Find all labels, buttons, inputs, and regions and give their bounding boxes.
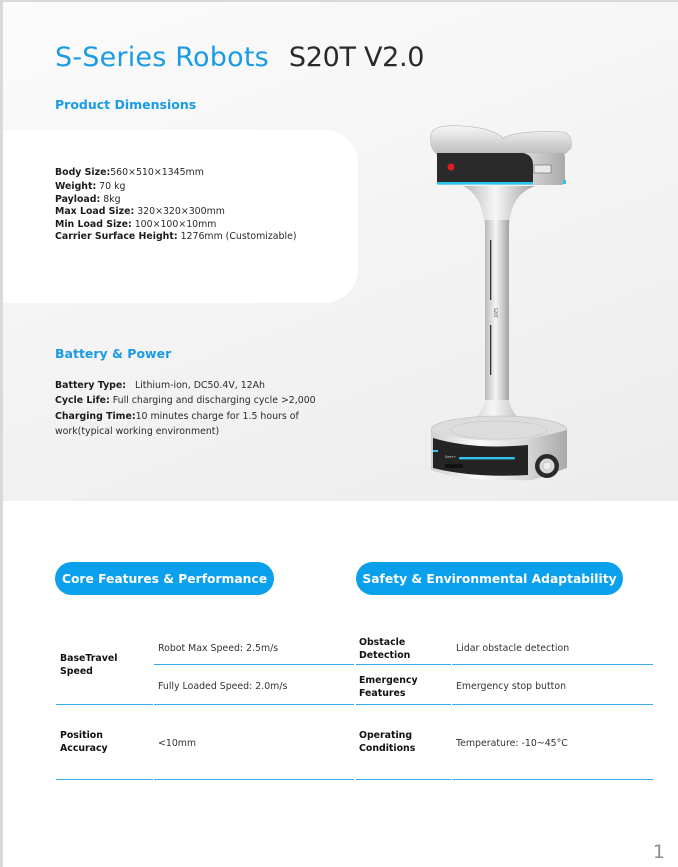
base-led-strip [459, 457, 515, 459]
dim-min-load: Min Load Size: 100×100×10mm [55, 218, 217, 230]
page-number: 1 [652, 841, 665, 863]
table-rule [56, 704, 153, 705]
dimensions-list [55, 167, 297, 243]
table-rule [154, 704, 354, 705]
fully-loaded-speed-value: Fully Loaded Speed: 2.0m/s [158, 680, 288, 692]
dim-body-size: Body Size:560×510×1345mm [55, 167, 204, 178]
table-rule [452, 779, 653, 780]
table-rule [356, 779, 451, 780]
table-rule [452, 664, 653, 665]
model-title: S20T V2.0 [288, 42, 425, 73]
battery-type: Battery Type: Lithium-ion, DC50.4V, 12Ah [55, 380, 266, 391]
table-rule [154, 664, 354, 665]
charging-time: Charging Time:10 minutes charge for 1.5 hours of work(typical working environment) [55, 410, 299, 437]
obstacle-detection-value: Lidar obstacle detection [456, 642, 570, 654]
table-rule [356, 664, 451, 665]
emergency-features-key: Emergency Features [359, 675, 418, 699]
core-features-pill: Core Features & Performance [55, 562, 274, 595]
dim-weight: Weight: 70 kg [55, 181, 126, 193]
product-dimensions-heading: Product Dimensions [55, 97, 197, 112]
emergency-features-value: Emergency stop button [456, 680, 567, 692]
head-led-strip [437, 182, 533, 185]
series-title: S-Series Robots [55, 42, 269, 73]
obstacle-detection-key: Obstacle Detection [359, 637, 411, 661]
table-rule [154, 779, 354, 780]
table-rule [356, 704, 451, 705]
dim-payload: Payload: 8kg [55, 193, 121, 205]
position-accuracy-value: <10mm [158, 737, 197, 749]
battery-list [55, 378, 345, 439]
operating-conditions-value: Temperature: -10~45°C [456, 737, 568, 749]
cycle-life: Cycle Life: Full charging and discharging cycle >2,000 [55, 395, 316, 407]
emergency-indicator [448, 164, 455, 171]
safety-adaptability-pill: Safety & Environmental Adaptability [356, 562, 623, 595]
operating-conditions-key: Operating Conditions [359, 730, 416, 754]
spec-sheet-page [3, 2, 678, 867]
robot-product-image [423, 120, 593, 490]
base-travel-speed-key: BaseTravel Speed [60, 653, 118, 677]
dim-carrier-height: Carrier Surface Height: 1276mm (Customizable) [55, 231, 297, 243]
page-title [55, 42, 424, 73]
dim-max-load: Max Load Size: 320×320×300mm [55, 206, 225, 218]
table-rule [56, 779, 153, 780]
hero-section [3, 2, 678, 501]
svg-text:Seer+: Seer+ [445, 455, 457, 459]
robot-max-speed-value: Robot Max Speed: 2.5m/s [158, 642, 279, 654]
table-rule [452, 704, 653, 705]
svg-text:S20T: S20T [493, 308, 498, 319]
battery-power-heading: Battery & Power [55, 346, 172, 361]
position-accuracy-key: Position Accuracy [60, 730, 108, 754]
